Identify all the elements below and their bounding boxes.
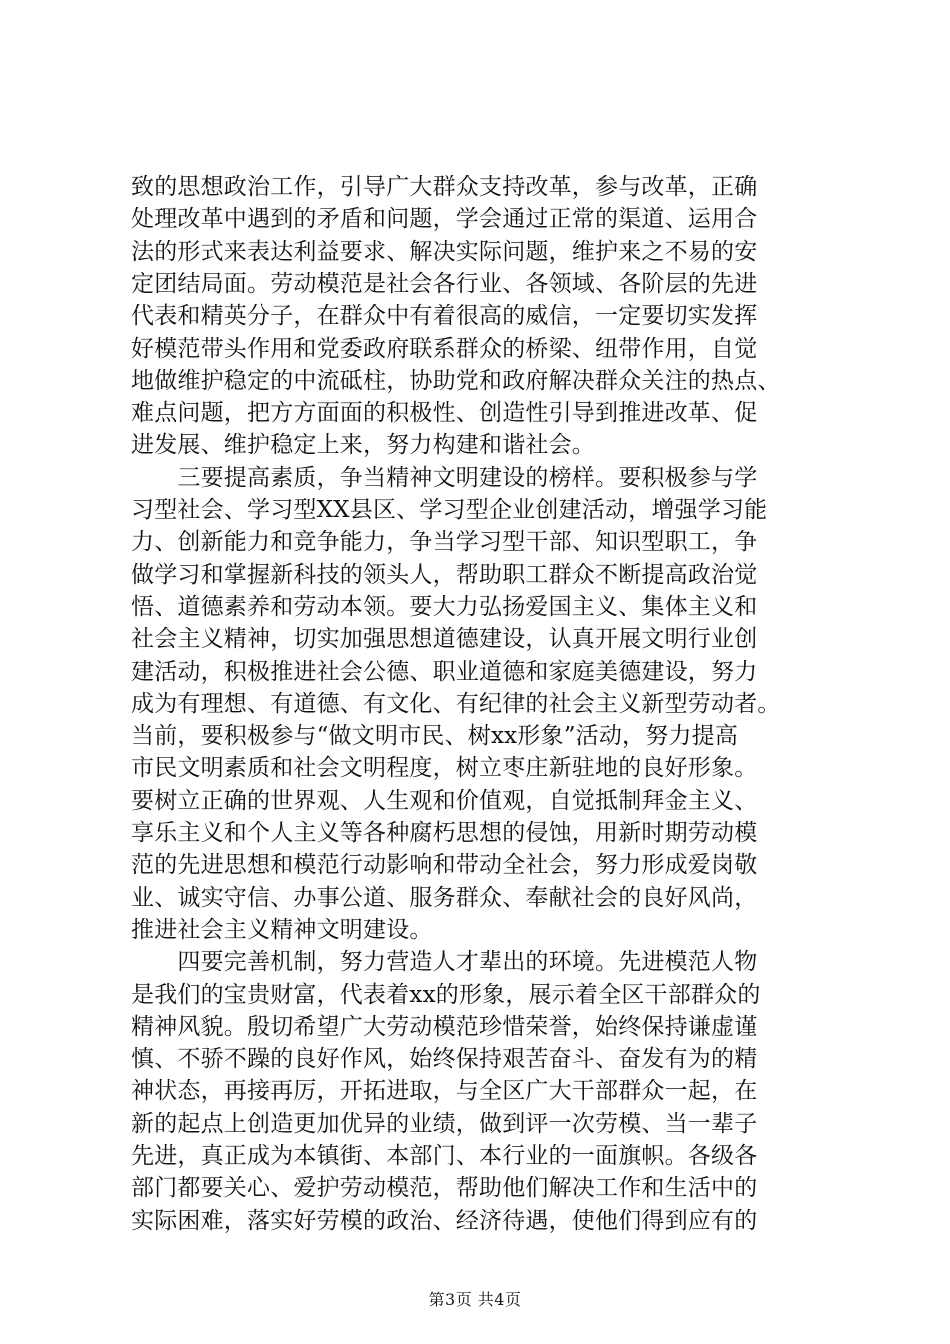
- text-line: 慎、不骄不躁的良好作风，始终保持艰苦奋斗、奋发有为的精: [131, 1046, 758, 1073]
- text-line: 先进，真正成为本镇街、本部门、本行业的一面旗帜。各级各: [131, 1143, 758, 1169]
- text-line: 成为有理想、有道德、有文化、有纪律的社会主义新型劳动者。: [131, 690, 781, 717]
- text-line: 三要提高素质，争当精神文明建设的榜样。要积极参与学: [131, 464, 758, 491]
- text-line: 业、诚实守信、办事公道、服务群众、奉献社会的良好风尚，: [131, 884, 758, 911]
- text-line: 要树立正确的世界观、人生观和价值观，自觉抵制拜金主义、: [131, 787, 758, 814]
- text-line: 法的形式来表达利益要求、解决实际问题，维护来之不易的安: [131, 238, 758, 265]
- text-line: 处理改革中遇到的矛盾和问题，学会通过正常的渠道、运用合: [131, 206, 758, 233]
- text-line: 定团结局面。劳动模范是社会各行业、各领域、各阶层的先进: [131, 270, 758, 297]
- text-line: 享乐主义和个人主义等各种腐朽思想的侵蚀，用新时期劳动模: [131, 820, 758, 846]
- text-line: 范的先进思想和模范行动影响和带动全社会，努力形成爱岗敬: [131, 852, 758, 879]
- text-line: 社会主义精神，切实加强思想道德建设，认真开展文明行业创: [131, 626, 758, 653]
- text-line: 新的起点上创造更加优异的业绩，做到评一次劳模、当一辈子: [131, 1110, 758, 1137]
- text-line: 当前，要积极参与“做文明市民、树xx形象”活动，努力提高: [131, 723, 739, 750]
- text-line: 建活动，积极推进社会公德、职业道德和家庭美德建设，努力: [131, 658, 758, 685]
- text-line: 习型社会、学习型XX县区、学习型企业创建活动，增强学习能: [131, 497, 768, 523]
- text-line: 致的思想政治工作，引导广大群众支持改革，参与改革，正确: [131, 174, 758, 200]
- text-line: 市民文明素质和社会文明程度，树立枣庄新驻地的良好形象。: [131, 755, 758, 782]
- text-line: 做学习和掌握新科技的领头人，帮助职工群众不断提高政治觉: [131, 561, 758, 588]
- text-line: 代表和精英分子，在群众中有着很高的威信，一定要切实发挥: [131, 303, 758, 330]
- text-line: 四要完善机制，努力营造人才辈出的环境。先进模范人物: [131, 949, 758, 976]
- text-line: 悟、道德素养和劳动本领。要大力弘扬爱国主义、集体主义和: [131, 593, 758, 620]
- text-line: 部门都要关心、爱护劳动模范，帮助他们解决工作和生活中的: [131, 1175, 758, 1202]
- text-line: 进发展、维护稳定上来，努力构建和谐社会。: [131, 432, 595, 459]
- text-line: 神状态，再接再厉，开拓进取，与全区广大干部群众一起，在: [131, 1078, 758, 1105]
- text-line: 好模范带头作用和党委政府联系群众的桥梁、纽带作用，自觉: [131, 335, 758, 362]
- page-footer: 第3页 共4页: [428, 1290, 522, 1309]
- text-line: 地做维护稳定的中流砥柱，协助党和政府解决群众关注的热点、: [131, 367, 781, 394]
- text-line: 是我们的宝贵财富，代表着xx的形象，展示着全区干部群众的: [131, 981, 761, 1008]
- text-line: 实际困难，落实好劳模的政治、经济待遇，使他们得到应有的: [131, 1207, 758, 1234]
- text-line: 推进社会主义精神文明建设。: [131, 916, 433, 943]
- text-line: 难点问题，把方方面面的积极性、创造性引导到推进改革、促: [131, 400, 758, 427]
- text-line: 力、创新能力和竞争能力，争当学习型干部、知识型职工，争: [131, 529, 758, 556]
- text-line: 精神风貌。殷切希望广大劳动模范珍惜荣誉，始终保持谦虚谨: [131, 1013, 758, 1040]
